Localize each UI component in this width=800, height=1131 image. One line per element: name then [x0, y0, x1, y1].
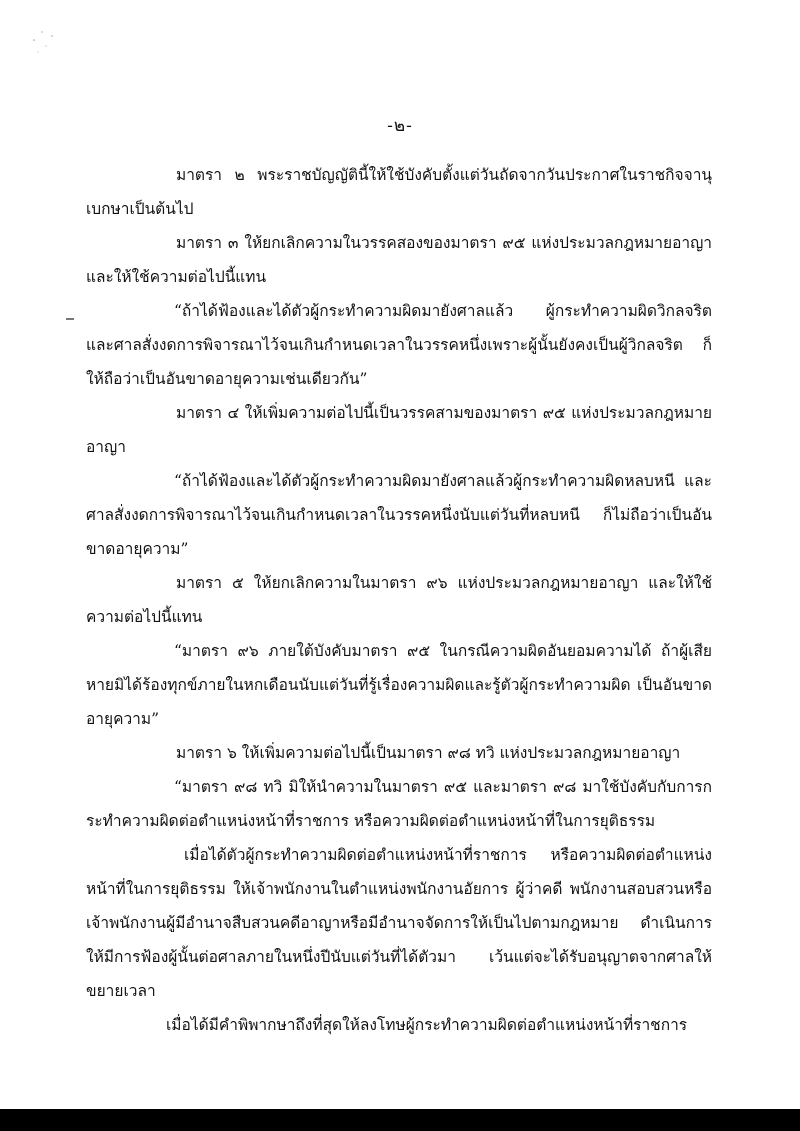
scan-specks — [28, 22, 68, 62]
paragraph-section-6: มาตรา ๖ ให้เพิ่มความต่อไปนี้เป็นมาตรา ๙๘ ทวิ แห่งประมวลกฎหมายอาญา — [176, 744, 681, 762]
paragraph-quote-98-bis: “มาตรา ๙๘ ทวิ มิให้นำความในมาตรา ๙๕ และมาตรา ๙๘ มาใช้บังคับกับการกระทำความผิดต่อตำแหน่งหน้าที่ราชการ หรือความผิดต่อตำแหน่งหน้าที่ในการยุติธรรม — [86, 778, 712, 830]
paragraph-98-bis-para2: เมื่อได้ตัวผู้กระทำความผิดต่อตำแหน่งหน้าที่ราชการ หรือความผิดต่อตำแหน่งหน้าที่ในการยุติธรรม ให้เจ้าพนักงานในตำแหน่งพนักงานอัยการ ผู้ว่าคดี พนักงานสอบสวนหรือเจ้าพนักงานผู้มีอำนาจสืบสวนคดีอาญาหรือมีอำนาจจัดการให้เป็นไปตามกฎหมาย ดำเนินการให้มีการฟ้องผู้นั้นต่อศาลภายในหนึ่งปีนับแต่วันที่ได้ตัวมา เว้นแต่จะได้รับอนุญาตจากศาลให้ขยายเวลา — [86, 846, 712, 1000]
scan-bottom-edge — [0, 1109, 800, 1131]
page-number: -๒- — [387, 116, 413, 136]
paragraph-quote-95-para3: “ถ้าได้ฟ้องและได้ตัวผู้กระทำความผิดมายังศาลแล้วผู้กระทำความผิดหลบหนี และศาลสั่งงดการพิจารณาไว้จนเกินกำหนดเวลาในวรรคหนึ่งนับแต่วันที่หลบหนี ก็ไม่ถือว่าเป็นอันขาดอายุความ” — [86, 472, 712, 558]
paragraph-section-3: มาตรา ๓ ให้ยกเลิกความในวรรคสองของมาตรา ๙๕ แห่งประมวลกฎหมายอาญา และให้ใช้ความต่อไปนี้แทน — [86, 234, 712, 286]
document-body — [86, 158, 712, 1042]
paragraph-section-2: มาตรา ๒ พระราชบัญญัตินี้ให้ใช้บังคับตั้งแต่วันถัดจากวันประกาศในราชกิจจานุเบกษาเป็นต้นไป — [86, 166, 712, 218]
paragraph-quote-96: “มาตรา ๙๖ ภายใต้บังคับมาตรา ๙๕ ในกรณีความผิดอันยอมความได้ ถ้าผู้เสียหายมิได้ร้องทุกข์ภายในหกเดือนนับแต่วันที่รู้เรื่องความผิดและรู้ตัวผู้กระทำความผิด เป็นอันขาดอายุความ” — [86, 642, 712, 728]
paragraph-section-4: มาตรา ๔ ให้เพิ่มความต่อไปนี้เป็นวรรคสามของมาตรา ๙๕ แห่งประมวลกฎหมายอาญา — [86, 404, 712, 456]
paragraph-98-bis-para3: เมื่อได้มีคำพิพากษาถึงที่สุดให้ลงโทษผู้กระทำความผิดต่อตำแหน่งหน้าที่ราชการ — [166, 1016, 688, 1034]
paragraph-quote-95-para2: “ถ้าได้ฟ้องและได้ตัวผู้กระทำความผิดมายังศาลแล้ว ผู้กระทำความผิดวิกลจริตและศาลสั่งงดการพิจารณาไว้จนเกินกำหนดเวลาในวรรคหนึ่งเพราะผู้นั้นยังคงเป็นผู้วิกลจริต ก็ให้ถือว่าเป็นอันขาดอายุความเช่นเดียวกัน” — [86, 302, 712, 388]
paragraph-section-5: มาตรา ๕ ให้ยกเลิกความในมาตรา ๙๖ แห่งประมวลกฎหมายอาญา และให้ใช้ความต่อไปนี้แทน — [86, 574, 712, 626]
margin-mark — [66, 318, 74, 320]
